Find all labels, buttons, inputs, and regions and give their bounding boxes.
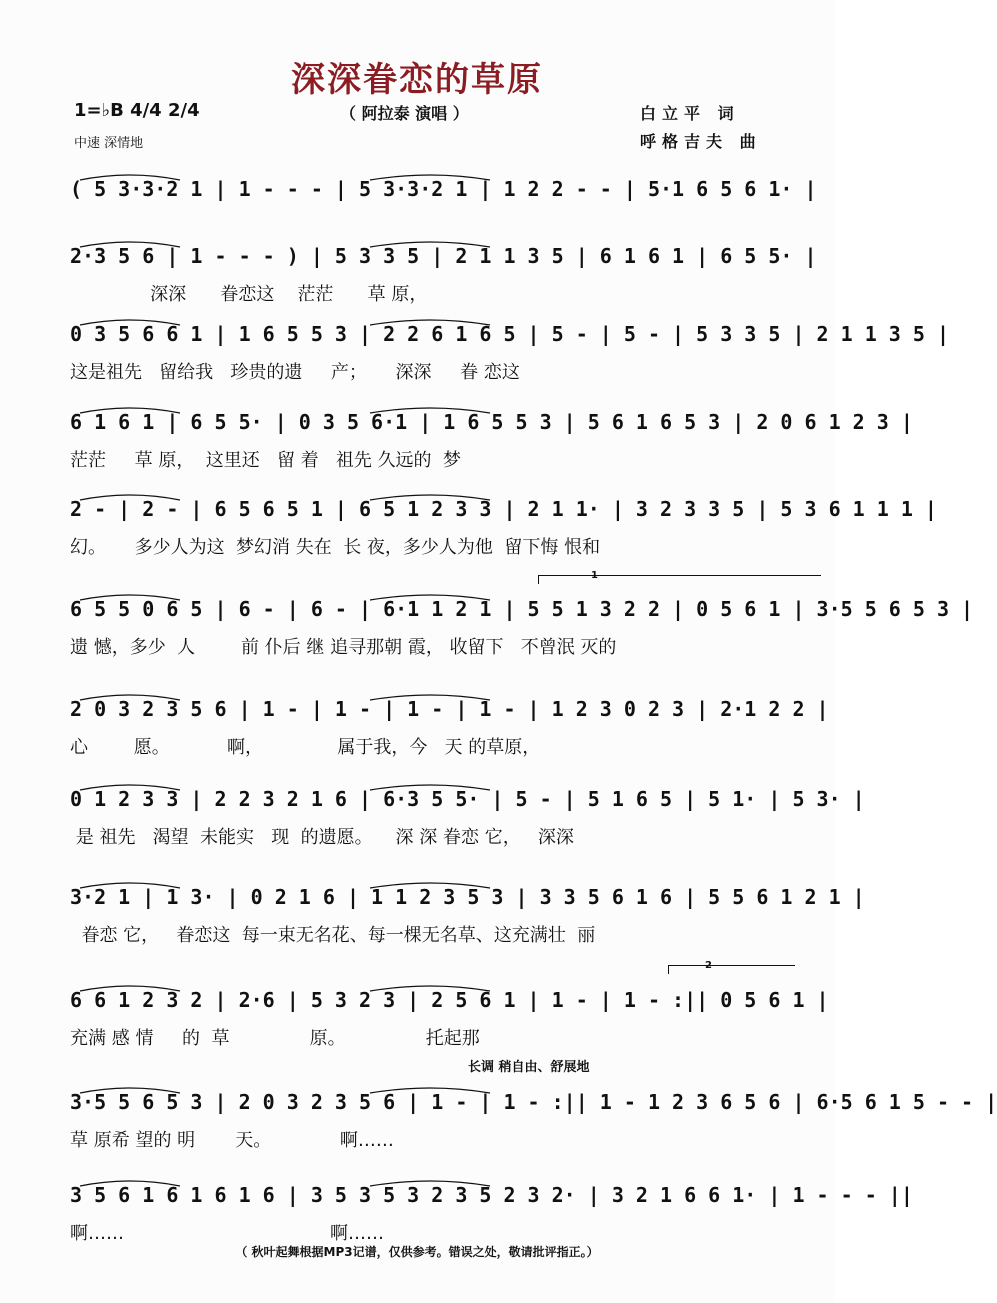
song-title: 深深眷恋的草原: [291, 60, 543, 100]
jianpu-notes: 3·5 5 6 5 3 | 2 0 3 2 3 5 6 | 1 - | 1 - :|| 1 - 1 2 3 6 5 6 | 6·5 6 1 5 - - |: [70, 1090, 997, 1114]
lyrics-line: 草 原希 望的 明 天。 啊……: [70, 1130, 394, 1151]
volta-number-1: 1: [591, 570, 598, 581]
lyrics-line: 啊…… 啊……: [70, 1223, 384, 1244]
lyrics-line: 遗 憾，多少 人 前 仆后 继 追寻那朝 霞， 收留下 不曾泯 灭的: [70, 637, 617, 658]
jianpu-notes: 0 3 5 6 6 1 | 1 6 5 5 3 | 2 2 6 1 6 5 | 5 - | 5 - | 5 3 3 5 | 2 1 1 3 5 |: [70, 322, 949, 346]
jianpu-notes: ( 5 3·3·2 1 | 1 - - - | 5 3·3·2 1 | 1 2 2 - - | 5·1 6 5 6 1· |: [70, 177, 817, 201]
jianpu-notes: 6 6 1 2 3 2 | 2·6 | 5 3 2 3 | 2 5 6 1 | 1 - | 1 - :|| 0 5 6 1 |: [70, 988, 829, 1012]
jianpu-notes: 3 5 6 1 6 1 6 1 6 | 3 5 3 5 3 2 3 5 2 3 2· | 3 2 1 6 6 1· | 1 - - - ||: [70, 1183, 913, 1207]
lyricist-credit: 白立平 词: [640, 104, 740, 123]
lyrics-line: 是 祖先 渴望 未能实 现 的遗愿。 深 深 眷恋 它， 深深: [70, 827, 574, 848]
key-signature: 1=♭B 4/4 2/4: [74, 100, 200, 121]
lyrics-line: 深深 眷恋这 茫茫 草 原，: [70, 284, 428, 305]
singer-credit: （ 阿拉泰 演唱 ）: [340, 104, 469, 123]
jianpu-notes: 2 - | 2 - | 6 5 6 5 1 | 6 5 1 2 3 3 | 2 1 1· | 3 2 3 3 5 | 5 3 6 1 1 1 |: [70, 497, 937, 521]
transcription-note: （ 秋叶起舞根据MP3记谱，仅供参考。错误之处，敬请批评指正。）: [235, 1245, 599, 1259]
tempo-marking: 中速 深情地: [74, 136, 144, 151]
composer-credit: 呼格吉夫 曲: [640, 132, 762, 151]
section-tempo-note: 长调 稍自由、舒展地: [468, 1060, 590, 1075]
volta-bracket-2: [668, 960, 795, 974]
lyrics-line: 幻。 多少人为这 梦幻消 失在 长 夜，多少人为他 留下悔 恨和: [70, 537, 601, 558]
lyrics-line: 茫茫 草 原， 这里还 留 着 祖先 久远的 梦: [70, 450, 461, 471]
jianpu-notes: 3·2 1 | 1 3· | 0 2 1 6 | 1 1 2 3 5 3 | 3 3 5 6 1 6 | 5 5 6 1 2 1 |: [70, 885, 865, 909]
jianpu-notes: 2 0 3 2 3 5 6 | 1 - | 1 - | 1 - | 1 - | 1 2 3 0 2 3 | 2·1 2 2 |: [70, 697, 829, 721]
lyrics-line: 眷恋 它， 眷恋这 每一束无名花、每一棵无名草、这充满壮 丽: [70, 925, 596, 946]
jianpu-notes: 0 1 2 3 3 | 2 2 3 2 1 6 | 6·3 5 5· | 5 - | 5 1 6 5 | 5 1· | 5 3· |: [70, 787, 865, 811]
author-credits: [640, 100, 762, 156]
jianpu-notes: 6 1 6 1 | 6 5 5· | 0 3 5 6·1 | 1 6 5 5 3 | 5 6 1 6 5 3 | 2 0 6 1 2 3 |: [70, 410, 913, 434]
lyrics-line: 充满 感 情 的 草 原。 托起那: [70, 1028, 480, 1049]
lyrics-line: 这是祖先 留给我 珍贵的遗 产； 深深 眷 恋这: [70, 362, 520, 383]
volta-number-2: 2: [705, 960, 712, 971]
lyrics-line: 心 愿。 啊， 属于我，今 天 的草原，: [70, 737, 541, 758]
jianpu-notes: 6 5 5 0 6 5 | 6 - | 6 - | 6·1 1 2 1 | 5 5 1 3 2 2 | 0 5 6 1 | 3·5 5 6 5 3 |: [70, 597, 974, 621]
volta-bracket-1: [538, 570, 821, 584]
jianpu-notes: 2·3 5 6 | 1 - - - ) | 5 3 3 5 | 2 1 1 3 5 | 6 1 6 1 | 6 5 5· |: [70, 244, 817, 268]
